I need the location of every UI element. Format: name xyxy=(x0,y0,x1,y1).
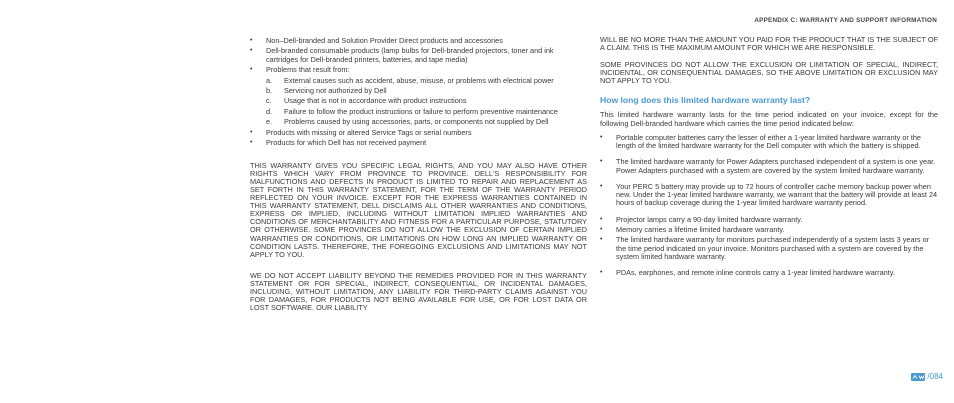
section-title: How long does this limited hardware warranty last? xyxy=(600,95,811,106)
left-column xyxy=(250,37,587,312)
sub-item-letter: e. xyxy=(266,117,273,127)
sub-item-text: External causes such as accident, abuse, misuse, or problems with electrical power xyxy=(284,75,554,85)
list-item-text: Problems that result from: xyxy=(266,65,350,75)
right-column xyxy=(600,36,938,286)
sub-item-letter: d. xyxy=(266,106,273,116)
alienware-logo-icon xyxy=(911,373,925,381)
list-item: • Non–Dell-branded and Solution Provider Direct products and accessories xyxy=(250,37,587,45)
liability-continued-paragraph: WILL BE NO MORE THAN THE AMOUNT YOU PAID FOR THE PRODUCT THAT IS THE SUBJECT OF A CLAIM. THIS IS THE MAXIMUM AMOUNT FOR WHICH WE ARE RESPONSIBLE. xyxy=(600,35,938,53)
list-item: • The limited hardware warranty for monitors purchased independently of a system lasts 3 years or the time period indicated on your invoice. Monitors purchased with a system are covered by the system limited hardware warranty. xyxy=(600,236,938,260)
exclusions-list xyxy=(250,37,587,147)
sub-item-letter: c. xyxy=(266,96,272,106)
list-item: • The limited hardware warranty for Power Adapters purchased independent of a system is one year. Power Adapters purchased with a system are covered by the system limited hardware warranty. xyxy=(600,158,938,174)
list-item: • Memory carries a lifetime limited hardware warranty. xyxy=(600,226,938,234)
warranty-periods-list xyxy=(600,134,938,278)
list-item xyxy=(250,66,587,126)
sub-list-item xyxy=(266,118,587,126)
list-item: • Products with missing or altered Service Tags or serial numbers xyxy=(250,129,587,137)
sub-list xyxy=(266,77,587,127)
liability-paragraph: WE DO NOT ACCEPT LIABILITY BEYOND THE REMEDIES PROVIDED FOR IN THIS WARRANTY STATEMENT OR FOR SPECIAL, INDIRECT, CONSEQUENTIAL, OR INCIDENTAL DAMAGES, INCLUDING, WITHOUT LIMITATION, ANY LIABILITY FOR THIRD-PARTY CLAIMS AGAINST YOU FOR DAMAGES, FOR PRODUCTS NOT BEING AVAILABLE FOR USE, OR FOR LOST DATA OR LOST SOFTWARE. OUR LIABILITY xyxy=(250,270,587,313)
list-item: • PDAs, earphones, and remote inline controls carry a 1-year limited hardware warranty. xyxy=(600,269,938,277)
list-item: • Dell-branded consumable products (lamp bulbs for Dell-branded projectors, toner and ink cartridges for Dell-branded printers, batteries, and tape media) xyxy=(250,47,587,63)
list-item: • Projector lamps carry a 90-day limited hardware warranty. xyxy=(600,216,938,224)
page-number xyxy=(911,372,943,381)
sub-item-text: Problems caused by using accessories, parts, or components not supplied by Dell xyxy=(284,117,549,127)
sub-item-text: Servicing not authorized by Dell xyxy=(284,86,387,96)
sub-list-item xyxy=(266,87,587,95)
sub-item-letter: b. xyxy=(266,86,273,96)
provinces-paragraph: SOME PROVINCES DO NOT ALLOW THE EXCLUSION OR LIMITATION OF SPECIAL, INDIRECT, INCIDENTAL, OR CONSEQUENTIAL DAMAGES, SO THE ABOVE LIMITATION OR EXCLUSION MAY NOT APPLY TO YOU. xyxy=(600,60,938,86)
sub-list-item xyxy=(266,97,587,105)
running-header: APPENDIX C: WARRANTY AND SUPPORT INFORMATION xyxy=(754,17,937,24)
sub-list-item xyxy=(266,108,587,116)
sub-list-item xyxy=(266,77,587,85)
list-item: • Products for which Dell has not received payment xyxy=(250,139,587,147)
page-number-text: /084 xyxy=(927,372,943,381)
sub-item-letter: a. xyxy=(266,75,273,85)
list-item: • Portable computer batteries carry the lesser of either a 1-year limited hardware warranty or the length of the limited hardware warranty for the Dell computer with which the battery is shipped. xyxy=(600,134,938,150)
warranty-intro-paragraph: This limited hardware warranty lasts for the time period indicated on your invoice, except for the following Dell-branded hardware which carries the time period indicated below: xyxy=(600,110,938,128)
sub-item-text: Failure to follow the product instructions or failure to perform preventive maintenance xyxy=(284,106,558,116)
sub-item-text: Usage that is not in accordance with product instructions xyxy=(284,96,467,106)
list-item: • Your PERC 5 battery may provide up to 72 hours of controller cache memory backup power when new. Under the 1-year limited hardware warranty, we warrant that the battery will provide at least 24 hours of backup coverage during the 1-year limited hardware warranty period. xyxy=(600,183,938,207)
warranty-rights-paragraph: THIS WARRANTY GIVES YOU SPECIFIC LEGAL RIGHTS, AND YOU MAY ALSO HAVE OTHER RIGHTS WHICH VARY FROM PROVINCE TO PROVINCE. DELL'S RESPONSIBILITY FOR MALFUNCTIONS AND DEFECTS IN PRODUCT IS LIMITED TO REPAIR AND REPLACEMENT AS SET FORTH IN THIS WARRANTY STATEMENT, FOR THE TERM OF THE WARRANTY PERIOD REFLECTED ON YOUR INVOICE. EXCEPT FOR THE EXPRESS WARRANTIES CONTAINED IN THIS WARRANTY STATEMENT, DELL DISCLAIMS ALL OTHER WARRANTIES AND CONDITIONS, EXPRESS OR IMPLIED, INCLUDING WITHOUT LIMITATION IMPLIED WARRANTIES AND CONDITIONS OF MERCHANTABILITY AND FITNESS FOR A PARTICULAR PURPOSE, STATUTORY OR OTHERWISE. SOME PROVINCES DO NOT ALLOW THE EXCLUSION OF CERTAIN IMPLIED WARRANTIES OR CONDITIONS, OR LIMITATIONS ON HOW LONG AN IMPLIED WARRANTY OR CONDITION LASTS. THEREFORE, THE FOREGOING EXCLUSIONS AND LIMITATIONS MAY NOT APPLY TO YOU. xyxy=(250,160,587,259)
